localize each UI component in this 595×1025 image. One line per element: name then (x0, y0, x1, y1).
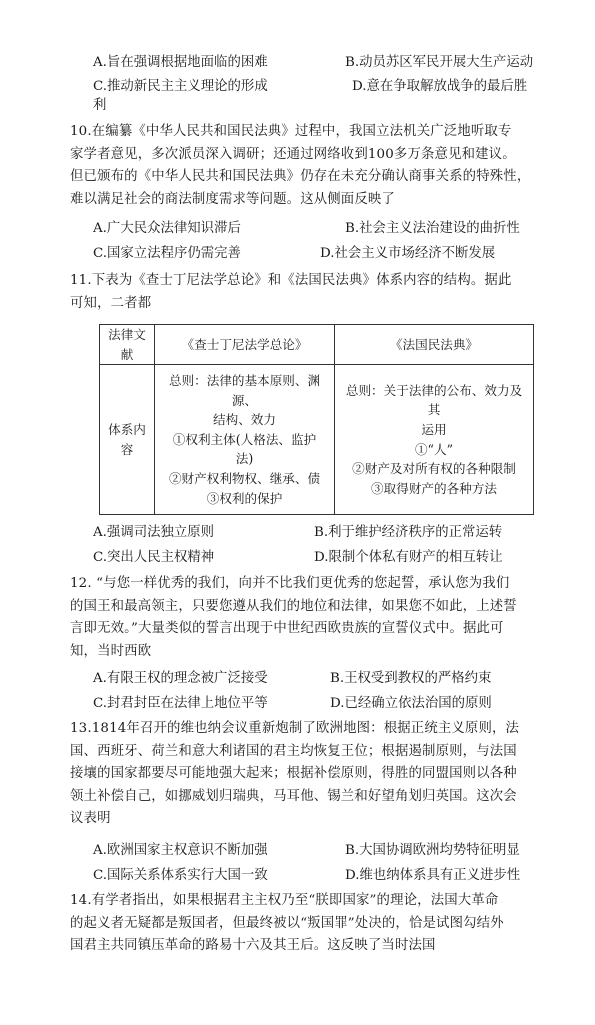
q9-option-c: C.推动新民主主义理论的形成 (93, 79, 268, 94)
q10-option-b: B.社会主义法治建设的曲折性 (345, 221, 520, 236)
q14-stem (70, 890, 550, 958)
q12-stem-line: 言即无效。”大量类似的誓言出现于中世纪西欧贵族的宣誓仪式中。据此可 (70, 621, 504, 637)
q12-option-d: D.已经确立依法治国的原则 (330, 696, 492, 711)
q12-stem-line: 的国王和最高领主，只要您遵从我们的地位和法律，如果您不如此，上述誓 (70, 598, 517, 614)
q10-option-d: D.社会主义市场经济不断发展 (320, 246, 496, 261)
q10-option-a: A.广大民众法律知识滞后 (93, 221, 241, 236)
q10-stem-line: 家学者意见，多次派员深入调研；还通过网络收到100多万条意见和建议。 (70, 146, 516, 162)
q10-stem-line: 但已颁布的《中华人民共和国民法典》仍存在未充分确认商事关系的特殊性， (70, 169, 531, 185)
q14-stem-line: 国君主共同镇压革命的路易十六及其王后。这反映了当时法国 (70, 938, 436, 954)
table-body-row (100, 365, 534, 515)
q13-option-b: B.大国协调欧洲均势特征明显 (345, 843, 520, 858)
q13-stem-line: 领土补偿自己，如挪威划归瑞典，马耳他、锡兰和好望角划归英国。这次会 (70, 788, 517, 804)
q14-stem-line: 14.有学者指出，如果根据君主主权乃至“朕即国家”的理论，法国大革命 (70, 893, 499, 908)
q12-stem-line: 知，当时西欧 (70, 643, 152, 659)
q9-option-d: D.意在争取解放战争的最后胜 (352, 79, 528, 94)
q12-stem (70, 573, 550, 663)
q11-stem (70, 270, 550, 315)
table-header-row (100, 325, 534, 365)
q11-option-c: C.突出人民主权精神 (93, 550, 215, 565)
q13-stem-line: 13.1814年召开的维也纳会议重新炮制了欧洲地图：根据正统主义原则，法 (70, 721, 520, 736)
q10-stem (70, 121, 550, 211)
q11-option-a: A.强调司法独立原则 (93, 525, 215, 540)
q10-stem-line: 难以满足社会的商法制度需求等问题。这从侧面反映了 (70, 191, 395, 207)
table-header-justinian: 《查士丁尼法学总论》 (155, 325, 335, 365)
q10-option-c: C.国家立法程序仍需完善 (93, 246, 241, 261)
law-comparison-table (99, 324, 534, 515)
q11-stem-line: 可知，二者都 (70, 295, 152, 311)
q13-option-d: D.维也纳体系具有正义进步性 (345, 868, 521, 883)
q12-option-a: A.有限王权的理念被广泛接受 (93, 671, 268, 686)
q13-option-c: C.国际关系体系实行大国一致 (93, 868, 268, 883)
q13-option-a: A.欧洲国家主权意识不断加强 (93, 843, 268, 858)
table-cell-justinian-content: 总则：法律的基本原则、渊 源、 结构、效力 ①权利主体(人格法、监护 法) ②财产权利物权、继承、债 ③权利的保护 (155, 365, 335, 515)
q12-stem-line: 12. “与您一样优秀的我们，向并不比我们更优秀的您起誓，承认您为我们 (70, 576, 510, 591)
q14-stem-line: 的起义者无疑都是叛国者，但最终被以“叛国罪”处决的，恰是试图勾结外 (70, 915, 504, 931)
q9-option-b: B.动员苏区军民开展大生产运动 (345, 55, 534, 70)
q9-option-a: A.旨在强调根据地面临的困难 (93, 55, 268, 70)
q13-stem (70, 718, 550, 831)
q9-option-d-continued: 利 (93, 98, 107, 113)
q10-stem-line: 10.在编纂《中华人民共和国民法典》过程中，我国立法机关广泛地听取专 (70, 124, 512, 139)
table-row-label: 体系内 容 (100, 365, 155, 515)
table-header-french-code: 《法国民法典》 (335, 325, 534, 365)
q11-option-b: B.利于维护经济秩序的正常运转 (314, 525, 503, 540)
table-cell-french-code-content: 总则：关于法律的公布、效力及 其 运用 ①“人” ②财产及对所有权的各种限制 ③取得财产的各种方法 (335, 365, 534, 515)
q13-stem-line: 国、西班牙、荷兰和意大利诸国的君主均恢复王位；根据遏制原则，与法国 (70, 743, 517, 759)
table-header-label: 法律文 献 (100, 325, 155, 365)
q13-stem-line: 接壤的国家都要尽可能地强大起来；根据补偿原则，得胜的同盟国则以各种 (70, 766, 517, 782)
q12-option-c: C.封君封臣在法律上地位平等 (93, 696, 268, 711)
q11-stem-line: 11.下表为《查士丁尼法学总论》和《法国民法典》体系内容的结构。据此 (70, 273, 512, 288)
q11-option-d: D.限制个体私有财产的相互转让 (314, 550, 503, 565)
q13-stem-line: 议表明 (70, 811, 111, 827)
q12-option-b: B.王权受到教权的严格约束 (330, 671, 492, 686)
